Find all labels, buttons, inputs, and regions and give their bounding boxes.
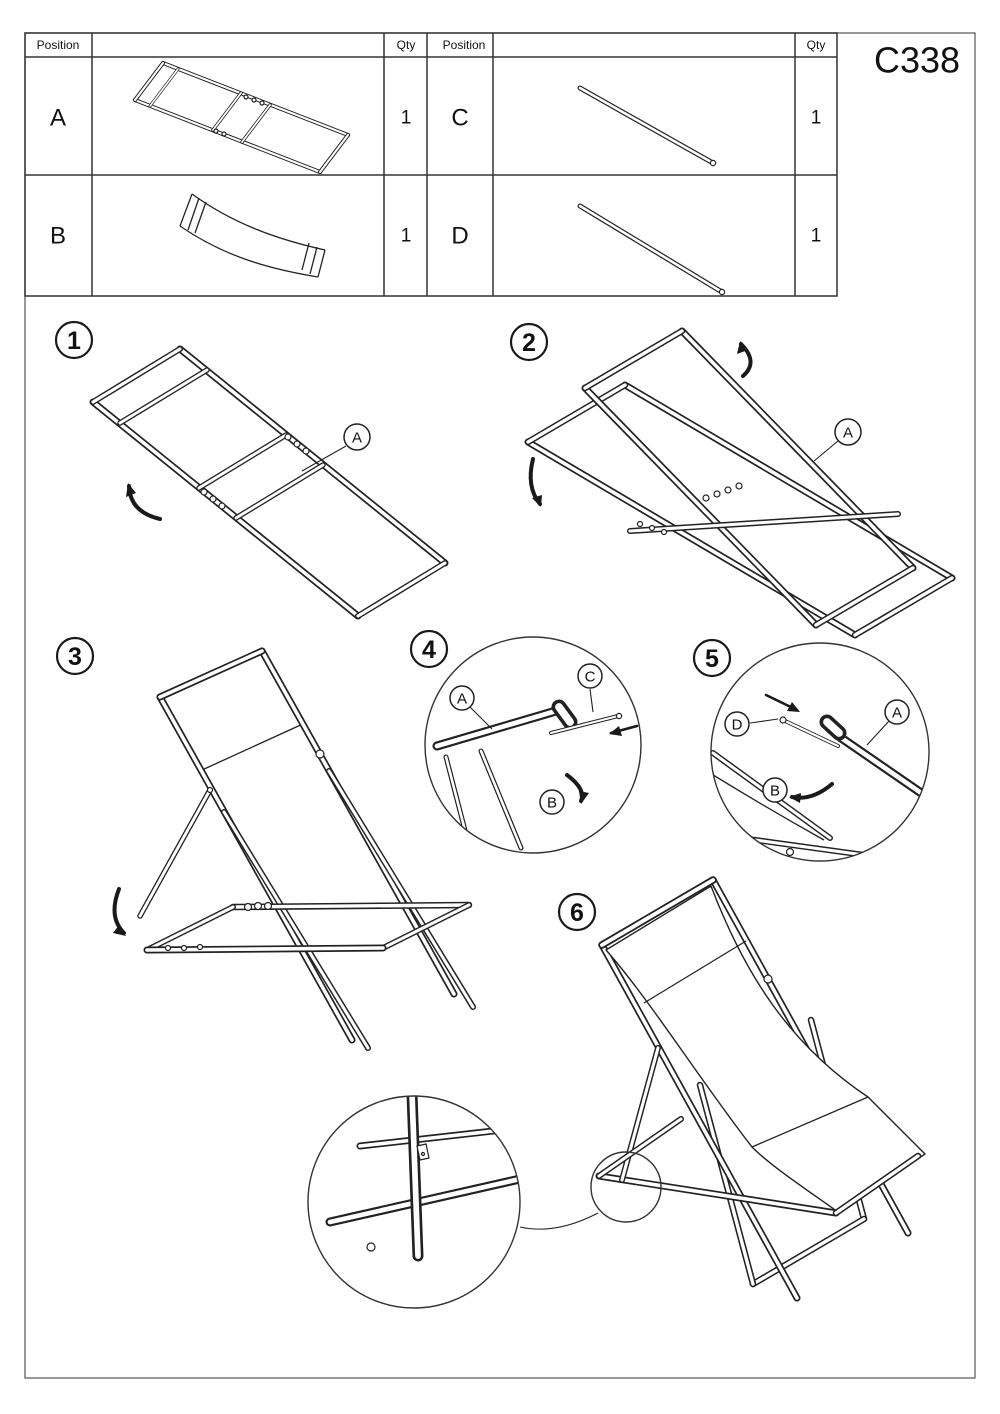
callout-a-leader (814, 441, 838, 461)
callout-a-label: A (351, 429, 363, 447)
step-3 (57, 638, 473, 1048)
product-code: C338 (873, 39, 961, 81)
step-3-frame-standing (140, 651, 473, 1048)
part-qty-d: 1 (810, 225, 822, 247)
part-b-fabric-thumbnail (180, 194, 325, 277)
step-5-number: 5 (705, 645, 719, 673)
header-qty-right: Qty (806, 38, 826, 52)
part-qty-a: 1 (400, 107, 412, 129)
step-5 (694, 640, 929, 861)
step-6-number: 6 (570, 899, 584, 927)
callout-a-label: A (842, 424, 854, 442)
step-2-number: 2 (522, 329, 536, 357)
step-1 (56, 322, 445, 616)
part-d-rod-thumbnail (580, 206, 725, 295)
part-letter-c: C (451, 104, 469, 132)
step-6-finished-chair (599, 880, 925, 1298)
header-position-left: Position (36, 38, 80, 52)
part-c-rod-thumbnail (580, 88, 716, 166)
callout-a-label: A (891, 704, 903, 722)
step-2-frame-opening (528, 331, 952, 635)
part-letter-a: A (49, 104, 67, 132)
parts-table (25, 33, 837, 296)
step-6 (308, 880, 925, 1308)
part-a-frame-thumbnail (135, 63, 348, 172)
header-position-right: Position (442, 38, 486, 52)
step-4 (411, 631, 641, 853)
part-letter-b: B (49, 222, 67, 250)
header-qty-left: Qty (396, 38, 416, 52)
callout-a-label: A (456, 690, 468, 708)
chair-fabric (606, 886, 925, 1212)
part-letter-d: D (451, 222, 469, 250)
detail-circle-bg (425, 637, 641, 853)
part-qty-c: 1 (810, 107, 822, 129)
step-1-frame-flat (93, 349, 445, 616)
part-qty-b: 1 (400, 225, 412, 247)
callout-c-label: C (584, 668, 596, 686)
top-fabric-band (160, 653, 305, 770)
step-4-number: 4 (422, 636, 436, 664)
detail-leader-curve (520, 1213, 598, 1229)
step-1-number: 1 (67, 327, 81, 355)
callout-d-label: D (731, 716, 743, 734)
callout-b-label: B (546, 794, 558, 812)
step-3-number: 3 (68, 643, 82, 671)
callout-b-label: B (769, 782, 781, 800)
step-2 (511, 324, 952, 635)
